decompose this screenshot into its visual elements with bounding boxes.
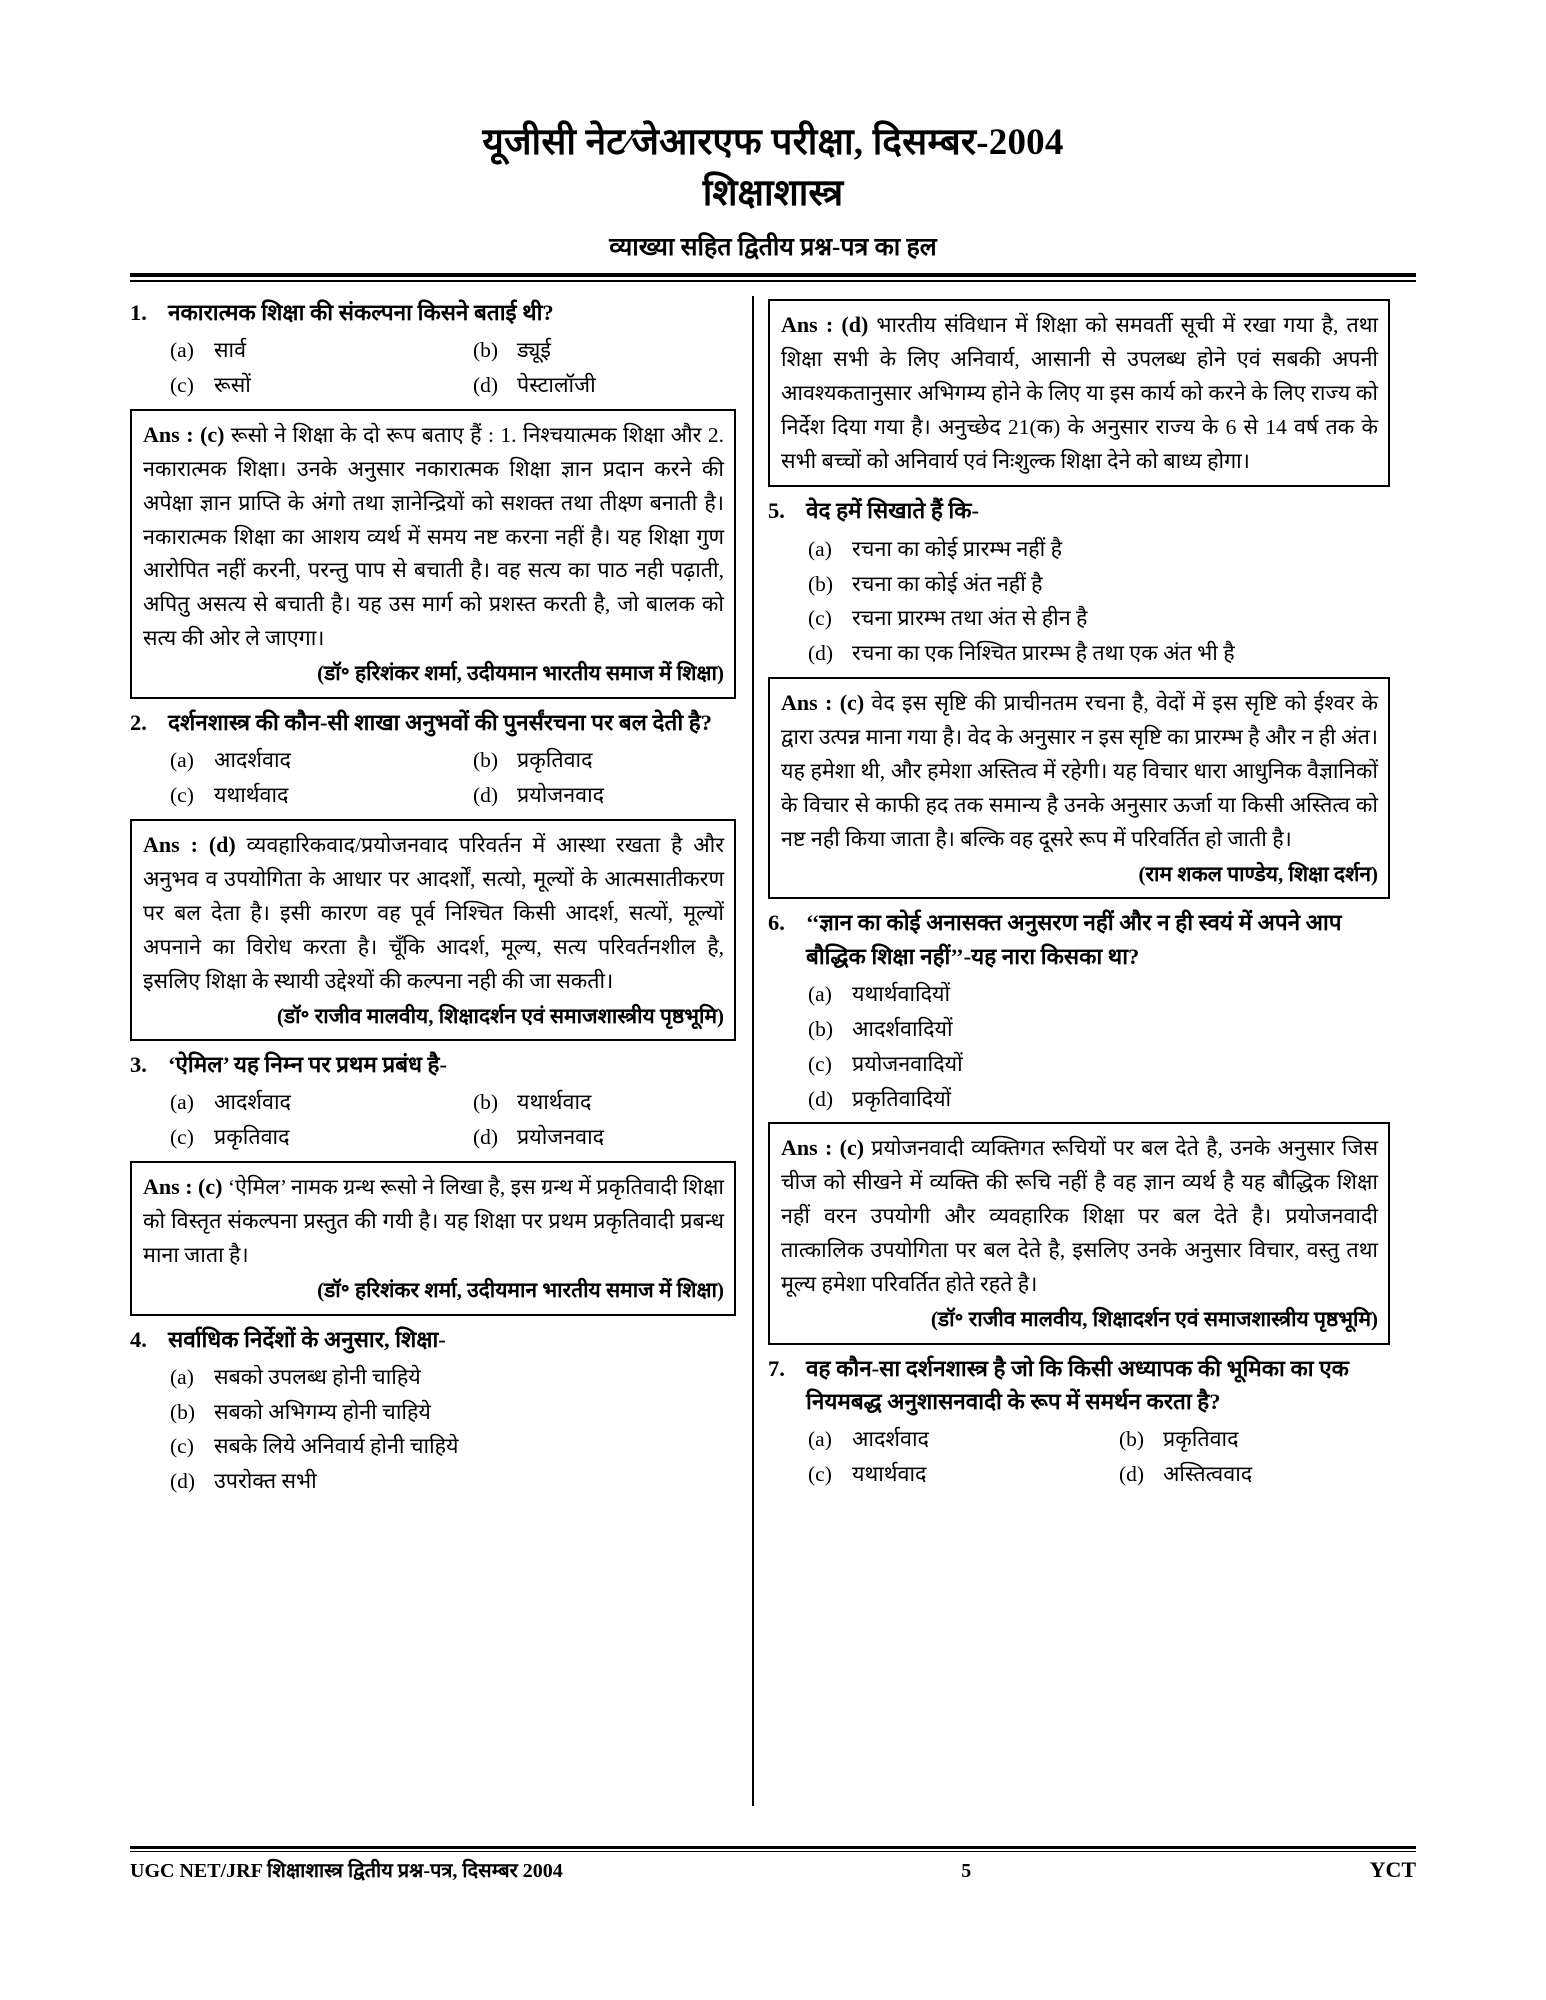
question-number: 3. — [130, 1052, 147, 1078]
answer-box — [130, 1161, 736, 1315]
question-header — [768, 494, 1390, 527]
option-key: (c) — [808, 606, 832, 631]
option-value: प्रयोजनवाद — [517, 783, 605, 807]
option-value: उपरोक्त सभी — [214, 1469, 317, 1494]
option-list — [768, 977, 1390, 1116]
answer-box — [768, 299, 1390, 488]
option-key: (c) — [808, 1051, 832, 1076]
option-value: आदर्शवादियों — [852, 1016, 953, 1041]
option-value: रचना का कोई अंत नहीं है — [852, 571, 1043, 596]
option-item[interactable] — [768, 532, 1390, 567]
footer-divider-rule — [130, 1846, 1416, 1852]
answer-citation: (डॉ॰ हरिशंकर शर्मा, उदीयमान भारतीय समाज में शिक्षा) — [317, 661, 724, 686]
option-value: ड्यूई — [517, 337, 551, 362]
option-key: (a) — [170, 1364, 194, 1389]
option-value: रचना का एक निश्चित प्रारम्भ है तथा एक अंत भी है — [852, 641, 1235, 666]
answer-label: Ans : (c) — [781, 1135, 865, 1161]
option-value: आदर्शवाद — [214, 1090, 291, 1115]
question-number: 7. — [768, 1355, 785, 1381]
option-value: अस्तित्ववाद — [1163, 1462, 1253, 1487]
option-item[interactable] — [768, 601, 1390, 636]
question-text: नकारात्मक शिक्षा की संकल्पना किसने बताई थी? — [168, 299, 554, 325]
option-key: (b) — [808, 571, 834, 596]
option-key: (d) — [473, 372, 499, 397]
option-key: (b) — [170, 1399, 196, 1424]
option-item[interactable] — [130, 1464, 736, 1499]
question-block — [130, 1323, 736, 1500]
option-value: आदर्शवाद — [214, 748, 291, 773]
answer-citation: (डॉ॰ राजीव मालवीय, शिक्षादर्शन एवं समाजशास्त्रीय पृष्ठभूमि) — [930, 1307, 1378, 1332]
option-key: (b) — [473, 337, 499, 362]
option-list — [130, 1085, 736, 1155]
question-header — [768, 1352, 1390, 1419]
paper-subtitle: व्याख्या सहित द्वितीय प्रश्न-पत्र का हल — [609, 233, 937, 261]
question-text: ‘‘ज्ञान का कोई अनासक्त अनुसरण नहीं और न ही स्वयं में अपने आप बौद्धिक शिक्षा नहीं’’-यह नारा किसका था? — [806, 910, 1342, 969]
option-item[interactable] — [768, 1082, 1390, 1117]
right-column — [768, 296, 1390, 1806]
option-item[interactable] — [768, 977, 1390, 1012]
option-key: (d) — [808, 641, 834, 666]
option-item[interactable] — [130, 1085, 433, 1120]
answer-citation: (राम शकल पाण्डेय, शिक्षा दर्शन) — [1138, 861, 1378, 886]
option-item[interactable] — [433, 743, 736, 778]
option-value: आदर्शवाद — [852, 1427, 929, 1452]
option-list — [768, 1422, 1390, 1492]
option-key: (d) — [473, 783, 499, 807]
option-item[interactable] — [433, 778, 736, 813]
option-value: रचना का कोई प्रारम्भ नहीं है — [852, 536, 1063, 561]
question-header — [130, 296, 736, 329]
option-item[interactable] — [768, 1457, 1079, 1492]
option-key: (c) — [170, 372, 194, 397]
question-text: वेद हमें सिखाते हैं कि- — [806, 498, 980, 524]
option-value: प्रयोजनवाद — [517, 1125, 605, 1150]
answer-label: Ans : (d) — [781, 311, 869, 337]
answer-text: प्रयोजनवादी व्यक्तिगत रूचियों पर बल देते है, उनके अनुसार जिस चीज को सीखने में व्यक्ति की रूचि नहीं है वह ज्ञान व्यर्थ है यह बौद्धिक शिक्षा नहीं वरन उपयोगी और व्यवहारिक शिक्षा पर बल देते है। प्रयोजनवादी तात्कालिक उपयोगिता पर बल देते है, इसलिए उनके अनुसार विचार, वस्तु तथा मूल्य हमेशा परिवर्तित होते रहते है। — [781, 1136, 1378, 1297]
answer-paragraph — [143, 1170, 724, 1273]
answer-paragraph — [781, 686, 1378, 857]
option-item[interactable] — [130, 778, 433, 813]
question-number: 2. — [130, 709, 147, 735]
page-masthead — [130, 120, 1416, 263]
option-item[interactable] — [1079, 1457, 1390, 1492]
option-key: (b) — [808, 1016, 834, 1041]
answer-citation: (डॉ॰ राजीव मालवीय, शिक्षादर्शन एवं समाजशास्त्रीय पृष्ठभूमि) — [276, 1003, 724, 1028]
option-item[interactable] — [433, 1085, 736, 1120]
subject-title: शिक्षाशास्त्र — [702, 173, 844, 215]
option-value: पेस्टालॉजी — [517, 372, 596, 397]
option-value: प्रयोजनवादियों — [852, 1051, 963, 1076]
question-text: वह कौन-सा दर्शनशास्त्र है जो कि किसी अध्यापक की भूमिका का एक नियमबद्ध अनुशासनवादी के रूप में समर्थन करता है? — [806, 1355, 1349, 1414]
option-item[interactable] — [130, 743, 433, 778]
footer-publisher-label: YCT — [1369, 1857, 1417, 1882]
option-list — [130, 333, 736, 403]
option-value: प्रकृतिवाद — [214, 1125, 290, 1150]
question-block — [768, 494, 1390, 671]
option-value: सार्व — [214, 337, 247, 362]
option-key: (c) — [170, 1434, 194, 1459]
option-value: सबको उपलब्ध होनी चाहिये — [214, 1364, 421, 1389]
option-value: यथार्थवाद — [517, 1090, 592, 1115]
question-header — [130, 706, 736, 739]
option-item[interactable] — [433, 333, 736, 368]
option-key: (b) — [1119, 1427, 1145, 1452]
answer-text: ‘ऐमिल’ नामक ग्रन्थ रूसो ने लिखा है, इस ग्रन्थ में प्रकृतिवादी शिक्षा को विस्तृत संकल्पना प्रस्तुत की गयी है। यह शिक्षा पर प्रथम प्रकृतिवादी प्रबन्ध माना जाता है। — [143, 1175, 724, 1268]
option-item[interactable] — [130, 1120, 433, 1155]
answer-label: Ans : (c) — [143, 1174, 223, 1200]
option-item[interactable] — [768, 567, 1390, 602]
answer-text: भारतीय संविधान में शिक्षा को समवर्ती सूची में रखा गया है, तथा शिक्षा सभी के लिए अनिवार्य, आसानी से उपलब्ध होने एवं सबकी अपनी आवश्यकतानुसार अभिगम्य होने के लिए या इस कार्य को करने के लिए राज्य को निर्देश दिया गया है। अनुच्छेद 21(क) के अनुसार राज्य के 6 से 14 वर्ष तक के सभी बच्चों को अनिवार्य एवं निःशुल्क शिक्षा देने को बाध्य होगा। — [781, 312, 1379, 473]
footer-page-number: 5 — [961, 1860, 972, 1882]
option-item[interactable] — [768, 1047, 1390, 1082]
page-footer — [130, 1856, 1416, 1883]
option-item[interactable] — [130, 368, 433, 403]
answer-box — [130, 409, 736, 699]
option-value: प्रकृतिवादियों — [852, 1086, 952, 1111]
option-key: (d) — [170, 1469, 196, 1494]
option-key: (d) — [1119, 1462, 1145, 1487]
question-block — [768, 906, 1390, 1116]
option-item[interactable] — [1079, 1422, 1390, 1457]
answer-box — [130, 819, 736, 1041]
option-list — [130, 743, 736, 813]
question-block — [130, 296, 736, 403]
option-value: सबके लिये अनिवार्य होनी चाहिये — [214, 1434, 459, 1459]
question-number: 6. — [768, 910, 785, 936]
question-header — [768, 906, 1390, 973]
option-value: रूसों — [214, 372, 251, 397]
answer-paragraph — [143, 418, 724, 657]
column-divider — [752, 296, 754, 1806]
option-key: (a) — [808, 536, 832, 561]
option-item[interactable] — [130, 1360, 736, 1395]
option-key: (b) — [473, 1090, 499, 1115]
header-divider-rule — [130, 273, 1416, 282]
option-key: (d) — [808, 1086, 834, 1111]
question-number: 1. — [130, 299, 147, 325]
option-value: यथार्थवादियों — [852, 982, 951, 1007]
option-value: रचना प्रारम्भ तथा अंत से हीन है — [852, 606, 1088, 631]
answer-paragraph — [781, 1131, 1378, 1302]
option-item[interactable] — [130, 1429, 736, 1464]
left-column — [130, 296, 752, 1806]
two-column-body — [130, 296, 1416, 1806]
option-list — [768, 532, 1390, 671]
option-item[interactable] — [768, 1422, 1079, 1457]
option-key: (d) — [473, 1125, 499, 1150]
answer-paragraph — [781, 308, 1378, 479]
option-key: (a) — [808, 1427, 832, 1452]
question-header — [130, 1048, 736, 1081]
answer-text: व्यवहारिकवाद/प्रयोजनवाद परिवर्तन में आस्था रखता है और अनुभव व उपयोगिता के आधार पर आदर्शों, सत्यो, मूल्यों के आत्मसातीकरण पर बल देता है। इसी कारण वह पूर्व निश्चित किसी आदर्श, सत्यों, मूल्यों अपनाने का विरोध करता है। चूँकि आदर्श, मूल्य, सत्य परिवर्तनशील है, इसलिए शिक्षा के स्थायी उद्देश्यों की कल्पना नही की जा सकती। — [143, 832, 725, 993]
answer-box — [768, 1122, 1390, 1344]
footer-source-label: UGC NET/JRF शिक्षाशास्त्र द्वितीय प्रश्न-पत्र, दिसम्बर 2004 — [130, 1860, 563, 1882]
question-text: दर्शनशास्त्र की कौन-सी शाखा अनुभवों की पुनर्संरचना पर बल देती है? — [168, 709, 712, 735]
answer-text: रूसो ने शिक्षा के दो रूप बताए हैं : 1. निश्चयात्मक शिक्षा और 2. नकारात्मक शिक्षा। उनके अनुसार नकारात्मक शिक्षा ज्ञान प्रदान करने की अपेक्षा ज्ञान प्राप्ति के अंगो तथा ज्ञानेन्द्रियों को सशक्त तथा तीक्ष्ण बनाती है। नकारात्मक शिक्षा का आशय व्यर्थ में समय नष्ट करना नहीं है। यह शिक्षा गुण आरोपित नहीं करनी, परन्तु पाप से बचाती है। वह सत्य का पाठ नही पढ़ाती, अपितु असत्य से बचाती है। यह उस मार्ग को प्रशस्त करती है, जो बालक को सत्य की ओर ले जाएगा। — [143, 422, 724, 651]
question-text: ‘ऐमिल’ यह निम्न पर प्रथम प्रबंध है- — [168, 1052, 447, 1078]
question-block — [130, 706, 736, 813]
option-item[interactable] — [433, 1120, 736, 1155]
option-key: (b) — [473, 748, 499, 773]
option-item[interactable] — [130, 333, 433, 368]
question-number: 4. — [130, 1326, 147, 1352]
question-block — [768, 1352, 1390, 1492]
option-item[interactable] — [768, 636, 1390, 671]
option-key: (c) — [808, 1462, 832, 1487]
question-number: 5. — [768, 498, 785, 524]
answer-label: Ans : (d) — [143, 831, 236, 857]
option-item[interactable] — [130, 1395, 736, 1430]
option-value: सबको अभिगम्य होनी चाहिये — [214, 1399, 431, 1424]
option-key: (a) — [808, 982, 832, 1007]
option-key: (a) — [170, 337, 194, 362]
question-text: सर्वाधिक निर्देशों के अनुसार, शिक्षा- — [168, 1326, 446, 1352]
question-block — [130, 1048, 736, 1155]
option-value: प्रकृतिवाद — [517, 748, 593, 773]
option-value: यथार्थवाद — [214, 783, 289, 807]
question-header — [130, 1323, 736, 1356]
answer-citation: (डॉ॰ हरिशंकर शर्मा, उदीयमान भारतीय समाज में शिक्षा) — [317, 1278, 724, 1303]
option-item[interactable] — [768, 1012, 1390, 1047]
option-key: (c) — [170, 783, 194, 807]
option-key: (a) — [170, 748, 194, 773]
answer-label: Ans : (c) — [781, 690, 865, 716]
option-list — [130, 1360, 736, 1499]
option-value: प्रकृतिवाद — [1163, 1427, 1239, 1452]
answer-paragraph — [143, 828, 724, 999]
answer-text: वेद इस सृष्टि की प्राचीनतम रचना है, वेदों में इस सृष्टि को ईश्वर के द्वारा उत्पन्न माना गया है। वेद के अनुसार न इस सृष्टि का प्रारम्भ है और न ही अंत। यह हमेशा थी, और हमेशा अस्तित्व में रहेगी। यह विचार धारा आधुनिक वैज्ञानिकों के विचार से काफी हद तक समान्य है उनके अनुसार ऊर्जा या किसी अस्तित्व को नष्ट नही किया जाता है। बल्कि वह दूसरे रूप में परिवर्तित हो जाती है। — [781, 691, 1378, 851]
answer-box — [768, 677, 1390, 899]
option-key: (c) — [170, 1125, 194, 1150]
option-value: यथार्थवाद — [852, 1462, 927, 1487]
answer-label: Ans : (c) — [143, 421, 225, 447]
exam-title: यूजीसी नेट∕जेआरएफ परीक्षा, दिसम्बर-2004 — [482, 122, 1064, 163]
option-key: (a) — [170, 1090, 194, 1115]
option-item[interactable] — [433, 368, 736, 403]
